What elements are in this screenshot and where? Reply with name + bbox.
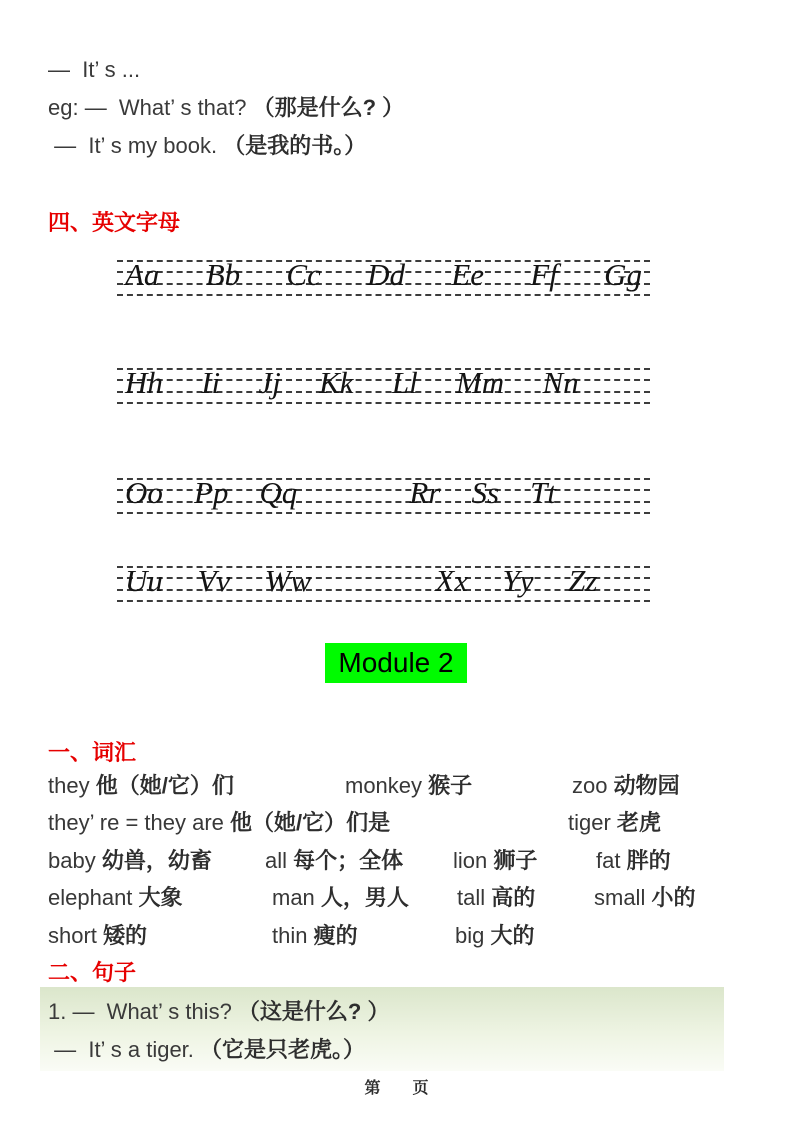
section-heading-letters: 四、英文字母 xyxy=(48,210,181,235)
text-segment: （那是什么? ） xyxy=(252,95,405,120)
alphabet-row-1 xyxy=(117,257,650,296)
text-segment: （是我的书。） xyxy=(223,133,367,158)
letter-group: Rr xyxy=(409,475,441,510)
vocab-line xyxy=(48,883,773,913)
alphabet-row-2 xyxy=(117,365,650,404)
vocab-entry xyxy=(48,921,147,951)
vocab-line xyxy=(48,921,773,951)
text-segment: they’ re = they are xyxy=(48,810,231,835)
letter-group: Gg xyxy=(604,257,642,292)
text-segment: （这是什么? ） xyxy=(237,999,390,1024)
letter-group: Mm xyxy=(455,365,505,400)
letter-group: Vv xyxy=(197,563,231,598)
vocab-entry xyxy=(345,771,472,801)
vocab-entry xyxy=(568,808,661,838)
text-segment: all xyxy=(265,848,294,873)
vocab-line xyxy=(48,771,773,801)
sentence-line-2 xyxy=(48,1035,365,1065)
letter-group: Yy xyxy=(502,563,534,598)
vocab-line xyxy=(48,808,773,838)
vocab-entry xyxy=(457,883,535,913)
letter-group: Tt xyxy=(530,475,556,510)
sentences-highlight-block xyxy=(40,987,724,1071)
letter-row xyxy=(125,359,642,407)
vocab-entry xyxy=(572,771,680,801)
section-heading-sentences: 二、句子 xyxy=(48,960,137,985)
letter-group: Xx xyxy=(435,563,468,598)
section-heading-vocab: 一、词汇 xyxy=(48,740,137,765)
text-segment: 1. — What’ s this? xyxy=(48,999,238,1024)
text-segment: tall xyxy=(457,885,492,910)
text-segment: 矮的 xyxy=(103,923,148,948)
letter-gap xyxy=(328,469,378,470)
text-segment: baby xyxy=(48,848,102,873)
text-segment: 人，男人 xyxy=(320,885,409,910)
text-segment: tiger xyxy=(568,810,617,835)
vocab-entry xyxy=(596,846,671,876)
intro-line-3 xyxy=(48,131,366,161)
text-segment: — It’ s ... xyxy=(48,57,141,82)
vocab-line xyxy=(48,846,773,876)
letter-group: Cc xyxy=(286,257,321,292)
letter-group: Ss xyxy=(471,475,500,510)
letter-gap xyxy=(617,359,642,360)
vocab-entry xyxy=(453,846,537,876)
text-segment: （它是只老虎。） xyxy=(200,1037,366,1062)
letter-group: Ww xyxy=(264,563,312,598)
vocab-entry xyxy=(48,883,183,913)
text-segment: 他（她/它）们 xyxy=(95,773,234,798)
text-segment: man xyxy=(272,885,321,910)
sentence-line-1 xyxy=(48,997,389,1027)
letter-group: Aa xyxy=(125,257,160,292)
letter-group: Dd xyxy=(367,257,405,292)
letter-row xyxy=(125,251,642,299)
vocab-entry xyxy=(48,846,212,876)
vocab-entry xyxy=(265,846,403,876)
text-segment: thin xyxy=(272,923,314,948)
page-footer: 第 页 xyxy=(364,1080,429,1097)
text-segment: eg: — What’ s that? xyxy=(48,95,253,120)
letter-group: Uu xyxy=(125,563,163,598)
text-segment: 狮子 xyxy=(493,848,538,873)
text-segment: 胖的 xyxy=(626,848,671,873)
letter-row xyxy=(125,557,642,605)
vocab-entry xyxy=(272,883,409,913)
letter-group: Jj xyxy=(258,365,281,400)
vocab-entry xyxy=(48,808,390,838)
text-segment: small xyxy=(594,885,652,910)
vocab-entry xyxy=(594,883,695,913)
letter-group: Qq xyxy=(259,475,298,510)
text-segment: 动物园 xyxy=(613,773,680,798)
letter-group: Nn xyxy=(542,365,579,400)
intro-line-2 xyxy=(48,93,404,123)
letter-group: Bb xyxy=(205,257,241,292)
module-badge xyxy=(325,643,467,683)
text-segment: elephant xyxy=(48,885,139,910)
letter-group: Kk xyxy=(319,365,354,400)
text-segment: — It’ s my book. xyxy=(48,133,224,158)
text-segment: lion xyxy=(453,848,494,873)
text-segment: 每个；全体 xyxy=(293,848,404,873)
letter-group: Ll xyxy=(391,365,418,400)
letter-gap xyxy=(632,557,642,558)
text-segment: 瘦的 xyxy=(313,923,358,948)
letter-group: Oo xyxy=(125,475,163,510)
vocab-entry xyxy=(455,921,535,951)
vocab-entry xyxy=(272,921,358,951)
letter-gap xyxy=(587,469,642,470)
text-segment: 小的 xyxy=(651,885,696,910)
letter-group: Ee xyxy=(451,257,484,292)
text-segment: 大的 xyxy=(490,923,535,948)
text-segment: 幼兽，幼畜 xyxy=(101,848,212,873)
text-segment: 高的 xyxy=(491,885,536,910)
text-segment: short xyxy=(48,923,104,948)
intro-line-1 xyxy=(48,55,140,85)
letter-row xyxy=(125,469,642,517)
text-segment: fat xyxy=(596,848,627,873)
module-badge-label: Module 2 xyxy=(338,647,454,678)
text-segment: they xyxy=(48,773,96,798)
letter-group: Ff xyxy=(530,257,558,292)
text-segment: 大象 xyxy=(138,885,183,910)
letter-group: Pp xyxy=(193,475,229,510)
text-segment: big xyxy=(455,923,491,948)
text-segment: — It’ s a tiger. xyxy=(48,1037,201,1062)
text-segment: monkey xyxy=(345,773,429,798)
alphabet-row-4 xyxy=(117,563,650,602)
letter-group: Zz xyxy=(568,563,598,598)
letter-gap xyxy=(346,557,401,558)
text-segment: 他（她/它）们是 xyxy=(230,810,391,835)
text-segment: zoo xyxy=(572,773,614,798)
letter-group: Ii xyxy=(201,365,221,400)
alphabet-row-3 xyxy=(117,475,650,514)
text-segment: 老虎 xyxy=(616,810,661,835)
letter-group: Hh xyxy=(125,365,163,400)
vocab-entry xyxy=(48,771,234,801)
text-segment: 猴子 xyxy=(428,773,473,798)
